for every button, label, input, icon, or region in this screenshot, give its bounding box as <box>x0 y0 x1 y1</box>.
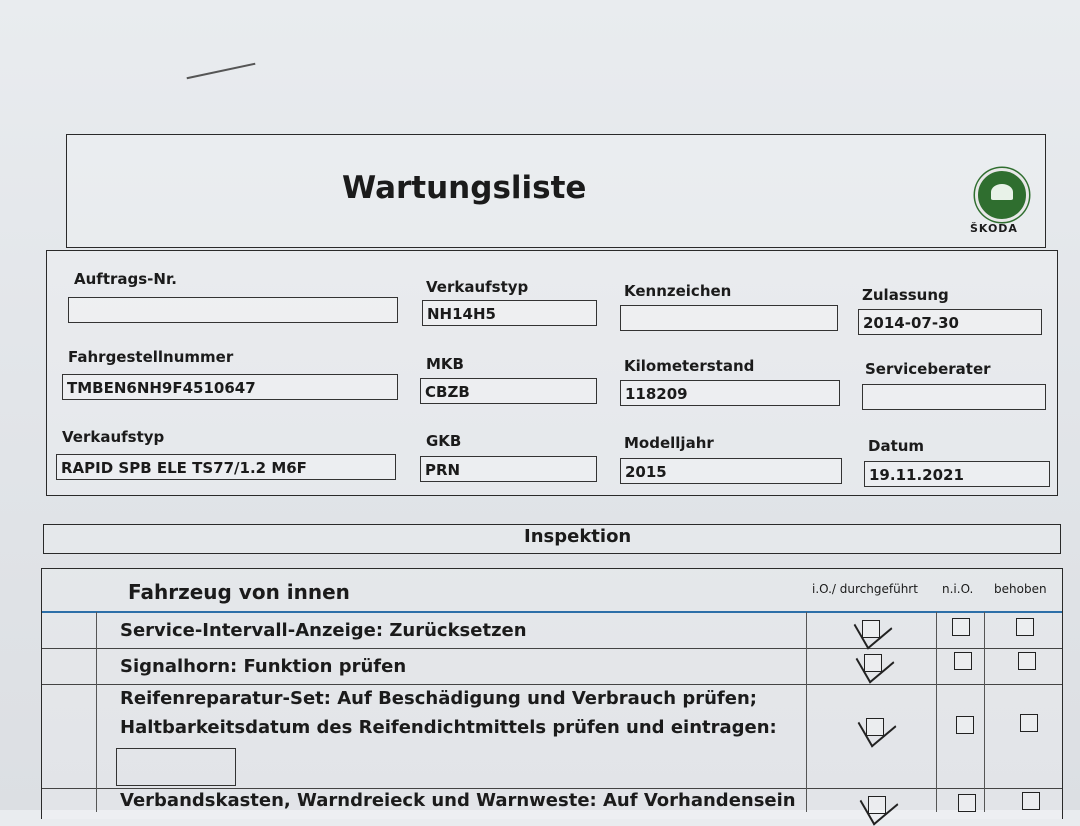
auftrags-nr-field[interactable] <box>68 297 398 323</box>
behoben-checkbox[interactable] <box>1016 618 1034 636</box>
checklist-item: Service-Intervall-Anzeige: Zurücksetzen <box>120 620 527 641</box>
row-divider <box>42 788 1062 789</box>
kilometerstand-label: Kilometerstand <box>624 357 755 375</box>
checklist-item-line2: Haltbarkeitsdatum des Reifendichtmittels prüfen und eintragen: <box>120 717 777 738</box>
modelljahr-field[interactable]: 2015 <box>620 458 842 484</box>
modelljahr-label: Modelljahr <box>624 434 714 452</box>
io-checkbox[interactable] <box>864 654 882 672</box>
nio-checkbox[interactable] <box>952 618 970 636</box>
pen-mark <box>187 63 256 80</box>
gkb-label: GKB <box>426 432 462 450</box>
column-separator <box>984 612 985 812</box>
serviceberater-label: Serviceberater <box>865 360 991 378</box>
auftrags-nr-label: Auftrags-Nr. <box>74 270 177 288</box>
row-divider <box>42 684 1062 685</box>
zulassung-field[interactable]: 2014-07-30 <box>858 309 1042 335</box>
row-divider <box>42 648 1062 649</box>
io-checkbox[interactable] <box>866 718 884 736</box>
left-margin-line <box>96 612 97 812</box>
column-io: i.O./ durchgeführt <box>812 582 918 596</box>
nio-checkbox[interactable] <box>954 652 972 670</box>
serviceberater-field[interactable] <box>862 384 1046 410</box>
checklist-item: Signalhorn: Funktion prüfen <box>120 656 407 677</box>
expiry-date-entry[interactable] <box>116 748 236 786</box>
nio-checkbox[interactable] <box>956 716 974 734</box>
nio-checkbox[interactable] <box>958 794 976 812</box>
skoda-logo-icon <box>975 168 1029 222</box>
kennzeichen-field[interactable] <box>620 305 838 331</box>
verkaufstyp-code-label: Verkaufstyp <box>426 278 529 296</box>
kilometerstand-field[interactable]: 118209 <box>620 380 840 406</box>
form-title: Wartungsliste <box>342 170 587 206</box>
mkb-label: MKB <box>426 355 464 373</box>
io-checkbox[interactable] <box>862 620 880 638</box>
column-nio: n.i.O. <box>942 582 974 596</box>
header-divider <box>42 611 1062 613</box>
mkb-field[interactable]: CBZB <box>420 378 597 404</box>
verkaufstyp-desc-label: Verkaufstyp <box>62 428 165 446</box>
section-title: Fahrzeug von innen <box>128 580 350 604</box>
gkb-field[interactable]: PRN <box>420 456 597 482</box>
verkaufstyp-desc-field[interactable]: RAPID SPB ELE TS77/1.2 M6F <box>56 454 396 480</box>
column-separator <box>936 612 937 812</box>
column-behoben: behoben <box>994 582 1047 596</box>
zulassung-label: Zulassung <box>862 286 949 304</box>
behoben-checkbox[interactable] <box>1022 792 1040 810</box>
fahrgestellnummer-label: Fahrgestellnummer <box>68 348 234 366</box>
verkaufstyp-code-field[interactable]: NH14H5 <box>422 300 597 326</box>
datum-label: Datum <box>868 437 925 455</box>
behoben-checkbox[interactable] <box>1020 714 1038 732</box>
brand-name: ŠKODA <box>970 222 1018 235</box>
kennzeichen-label: Kennzeichen <box>624 282 732 300</box>
io-checkbox[interactable] <box>868 796 886 814</box>
datum-field[interactable]: 19.11.2021 <box>864 461 1050 487</box>
checklist-item: Reifenreparatur-Set: Auf Beschädigung und Verbrauch prüfen; <box>120 688 757 709</box>
fahrgestellnummer-field[interactable]: TMBEN6NH9F4510647 <box>62 374 398 400</box>
behoben-checkbox[interactable] <box>1018 652 1036 670</box>
checklist-item: Verbandskasten, Warndreieck und Warnweste: Auf Vorhandensein <box>120 790 796 811</box>
inspektion-title: Inspektion <box>524 526 632 547</box>
column-separator <box>806 612 807 812</box>
